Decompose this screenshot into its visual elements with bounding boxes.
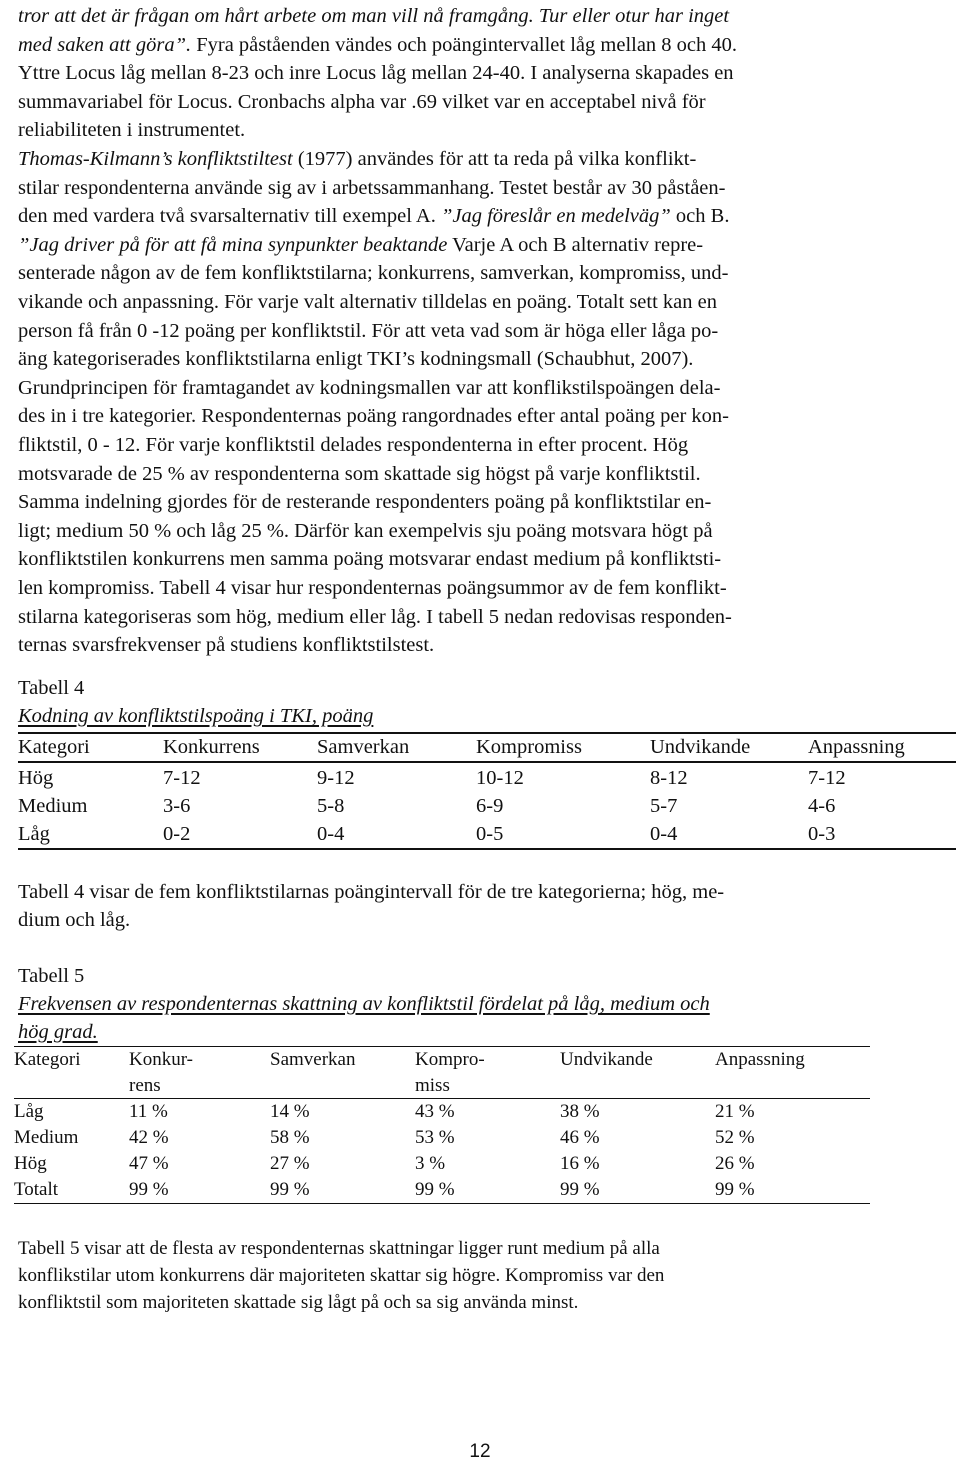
table4-cell: 5-8 [317, 795, 345, 817]
body-text-line [18, 345, 693, 373]
table4-cell: 8-12 [650, 767, 688, 789]
body-text-line [18, 88, 706, 116]
italic-text-segment: ”Jag driver på för att få mina synpunkter beaktande [18, 233, 448, 256]
body-text-line [18, 631, 434, 659]
table-row [14, 1151, 870, 1177]
table5-cell: Medium [14, 1127, 79, 1148]
table5-cell: 99 % [560, 1179, 600, 1200]
text-segment: (1977) användes för att ta reda på vilka konflikt- [292, 148, 697, 170]
table4-cell: 10-12 [476, 767, 524, 789]
table5-caption-line: Frekvensen av respondenternas skattning av konfliktstil fördelat på låg, medium och [18, 993, 710, 1015]
text-segment: Grundprincipen för framtagandet av kodningsmallen var att konflikstilspoängen dela- [18, 376, 721, 399]
body-text-line [18, 116, 245, 144]
table-row [18, 764, 956, 792]
table4-header-cell: Samverkan [317, 736, 410, 758]
text-segment: ternas svarsfrekvenser på studiens konfliktstilstest. [18, 634, 435, 657]
body-text-line [18, 202, 729, 230]
body-text-line [18, 517, 713, 545]
table4-header-cell: Kategori [18, 736, 90, 758]
table5-cell: 43 % [415, 1101, 455, 1122]
text-segment: senterade någon av de fem konfliktstilarna; konkurrens, samverkan, kompromiss, und- [18, 262, 729, 285]
text-segment: konfliktstilen konkurrens men samma poäng motsvarar endast medium på konfliktsti- [18, 548, 722, 571]
table4-cell: 7-12 [163, 767, 201, 789]
body-text-line [18, 574, 727, 602]
table4-header-row [18, 733, 956, 761]
text-segment: ligt; medium 50 % och låg 25 %. Därför kan exempelvis sju poäng motsvara högt på [18, 519, 713, 542]
table5-cell: 16 % [560, 1153, 600, 1174]
table5-header-cell: Kategori [14, 1049, 81, 1070]
body-text-line [18, 317, 718, 345]
table5-cell: 99 % [415, 1179, 455, 1200]
body-text-line [18, 374, 721, 402]
body-text-line [18, 31, 737, 59]
text-segment: reliabiliteten i instrumentet. [18, 119, 246, 142]
table4-label: Tabell 4 [18, 677, 85, 699]
table4-cell: 0-3 [808, 823, 836, 845]
text-segment: Varje A och B alternativ repre- [447, 233, 704, 256]
text-segment: stilar respondenterna använde sig av i arbetssammanhang. Testet består av 30 påståen- [18, 176, 726, 199]
body-text-line [18, 545, 721, 573]
page-number: 12 [469, 1441, 491, 1462]
text-segment: Samma indelning gjordes för de resterande respondenters poäng på konfliktstilar en- [18, 491, 712, 514]
table5-note-line: konfliktstil som majoriteten skattade sig lågt på och sa sig använda minst. [18, 1292, 579, 1313]
table4-header-cell: Undvikande [650, 736, 751, 758]
table4-cell: 0-5 [476, 823, 504, 845]
table4-cell: 7-12 [808, 767, 846, 789]
body-text-line [18, 2, 729, 30]
text-segment: len kompromiss. Tabell 4 visar hur respondenternas poängsummor av de fem konflikt- [18, 577, 727, 599]
table5-cell: 52 % [715, 1127, 755, 1148]
text-segment: motsvarade de 25 % av respondenterna som skattade sig högst på varje konfliktstil. [18, 462, 701, 485]
table4-cell: Låg [18, 823, 50, 845]
table5-cell: Totalt [14, 1179, 59, 1200]
table4-header-cell: Konkurrens [163, 736, 260, 758]
table5-cell: 47 % [129, 1153, 169, 1174]
table4-cell: 4-6 [808, 795, 836, 817]
text-segment: äng kategoriserades konfliktstilarna enligt TKI’s kodningsmall (Schaubhut, 2007). [18, 348, 694, 371]
table4-cell: Medium [18, 795, 88, 817]
table4-header-cell: Kompromiss [476, 736, 582, 758]
body-text-line [18, 460, 701, 488]
table5-cell: Hög [14, 1153, 47, 1174]
table5-cell: 42 % [129, 1127, 169, 1148]
table5-cell: 53 % [415, 1127, 455, 1148]
table5-cell: 27 % [270, 1153, 310, 1174]
table-row [14, 1099, 870, 1125]
table4-cell: 0-4 [317, 823, 345, 845]
table5-header-cell: Samverkan [270, 1049, 356, 1070]
table5-cell: 99 % [715, 1179, 755, 1200]
body-text-line [18, 431, 688, 459]
table4-header-rule [18, 761, 956, 763]
table5-cell: 26 % [715, 1153, 755, 1174]
table5-caption-line: hög grad. [18, 1021, 98, 1043]
table5-cell: 46 % [560, 1127, 600, 1148]
table5-cell: 11 % [129, 1101, 168, 1122]
table5 [14, 1046, 870, 1206]
table4-caption: Kodning av konfliktstilspoäng i TKI, poäng [18, 705, 374, 727]
table4-cell: 9-12 [317, 767, 355, 789]
table5-cell: 3 % [415, 1153, 446, 1174]
table4-note-line: Tabell 4 visar de fem konfliktstilarnas poängintervall för de tre kategorierna; hög, me- [18, 881, 725, 903]
table5-bottom-rule [14, 1203, 870, 1204]
table5-cell: Låg [14, 1101, 44, 1122]
table5-cell: 21 % [715, 1101, 755, 1122]
body-text-line [18, 145, 696, 173]
table4-cell: 0-4 [650, 823, 678, 845]
table5-header-cell: Anpassning [715, 1049, 805, 1070]
text-segment: Fyra påståenden vändes och poängintervallet låg mellan 8 och 40. [191, 33, 738, 56]
italic-text-segment: med saken att göra”. [18, 33, 192, 56]
italic-text-segment: ”Jag föreslår en medelväg” [440, 205, 671, 228]
body-text-line [18, 259, 728, 287]
table5-header-row [14, 1047, 870, 1099]
table5-header-cell: Konkur- rens [129, 1049, 193, 1096]
table4-cell: 3-6 [163, 795, 191, 817]
body-text-line [18, 402, 729, 430]
table-row [18, 792, 956, 820]
text-segment: och B. [670, 205, 730, 228]
text-segment: person få från 0 -12 poäng per konfliktstil. För att veta vad som är höga eller låga po- [18, 319, 719, 342]
table4 [18, 732, 956, 852]
body-text-line [18, 603, 732, 631]
table4-bottom-rule [18, 848, 956, 850]
table5-cell: 99 % [270, 1179, 310, 1200]
italic-text-segment: tror att det är frågan om hårt arbete om man vill nå framgång. Tur eller otur har inget [18, 5, 730, 27]
table5-note-line: konflikstilar utom konkurrens där majoriteten skattar sig högre. Kompromiss var den [18, 1265, 665, 1286]
table5-header-cell: Kompro- miss [415, 1049, 485, 1096]
text-segment: Yttre Locus låg mellan 8-23 och inre Locus låg mellan 24-40. I analyserna skapades en [18, 62, 734, 85]
table4-cell: 0-2 [163, 823, 191, 845]
table4-cell: Hög [18, 767, 54, 789]
table5-header-cell: Undvikande [560, 1049, 653, 1070]
table5-cell: 14 % [270, 1101, 310, 1122]
table5-note-line: Tabell 5 visar att de flesta av respondenternas skattningar ligger runt medium på alla [18, 1238, 660, 1259]
text-segment: stilarna kategoriseras som hög, medium eller låg. I tabell 5 nedan redovisas responden- [18, 605, 732, 628]
text-segment: summavariabel för Locus. Cronbachs alpha var .69 vilket var en acceptabel nivå för [18, 90, 706, 113]
body-text-line [18, 59, 734, 87]
table-row [18, 820, 956, 848]
table-row [14, 1177, 870, 1203]
table-row [14, 1125, 870, 1151]
table4-header-cell: Anpassning [808, 736, 905, 758]
table5-label: Tabell 5 [18, 965, 85, 987]
italic-text-segment: Thomas-Kilmann’s konfliktstiltest [18, 148, 293, 170]
text-segment: den med vardera två svarsalternativ till exempel A. [18, 205, 441, 228]
body-text-line [18, 231, 703, 259]
table5-cell: 58 % [270, 1127, 310, 1148]
text-segment: vikande och anpassning. För varje valt alternativ tilldelas en poäng. Totalt sett kan en [18, 291, 717, 313]
text-segment: des in i tre kategorier. Respondenternas poäng rangordnades efter antal poäng per kon- [18, 405, 729, 428]
table5-cell: 99 % [129, 1179, 169, 1200]
table4-cell: 5-7 [650, 795, 678, 817]
table4-note-line: dium och låg. [18, 909, 131, 931]
body-text-line [18, 288, 717, 316]
table5-cell: 38 % [560, 1101, 600, 1122]
table4-cell: 6-9 [476, 795, 504, 817]
text-segment: fliktstil, 0 - 12. För varje konfliktstil delades respondenterna in efter procent. Hög [18, 434, 689, 456]
body-text-line [18, 488, 711, 516]
body-text-line [18, 174, 725, 202]
